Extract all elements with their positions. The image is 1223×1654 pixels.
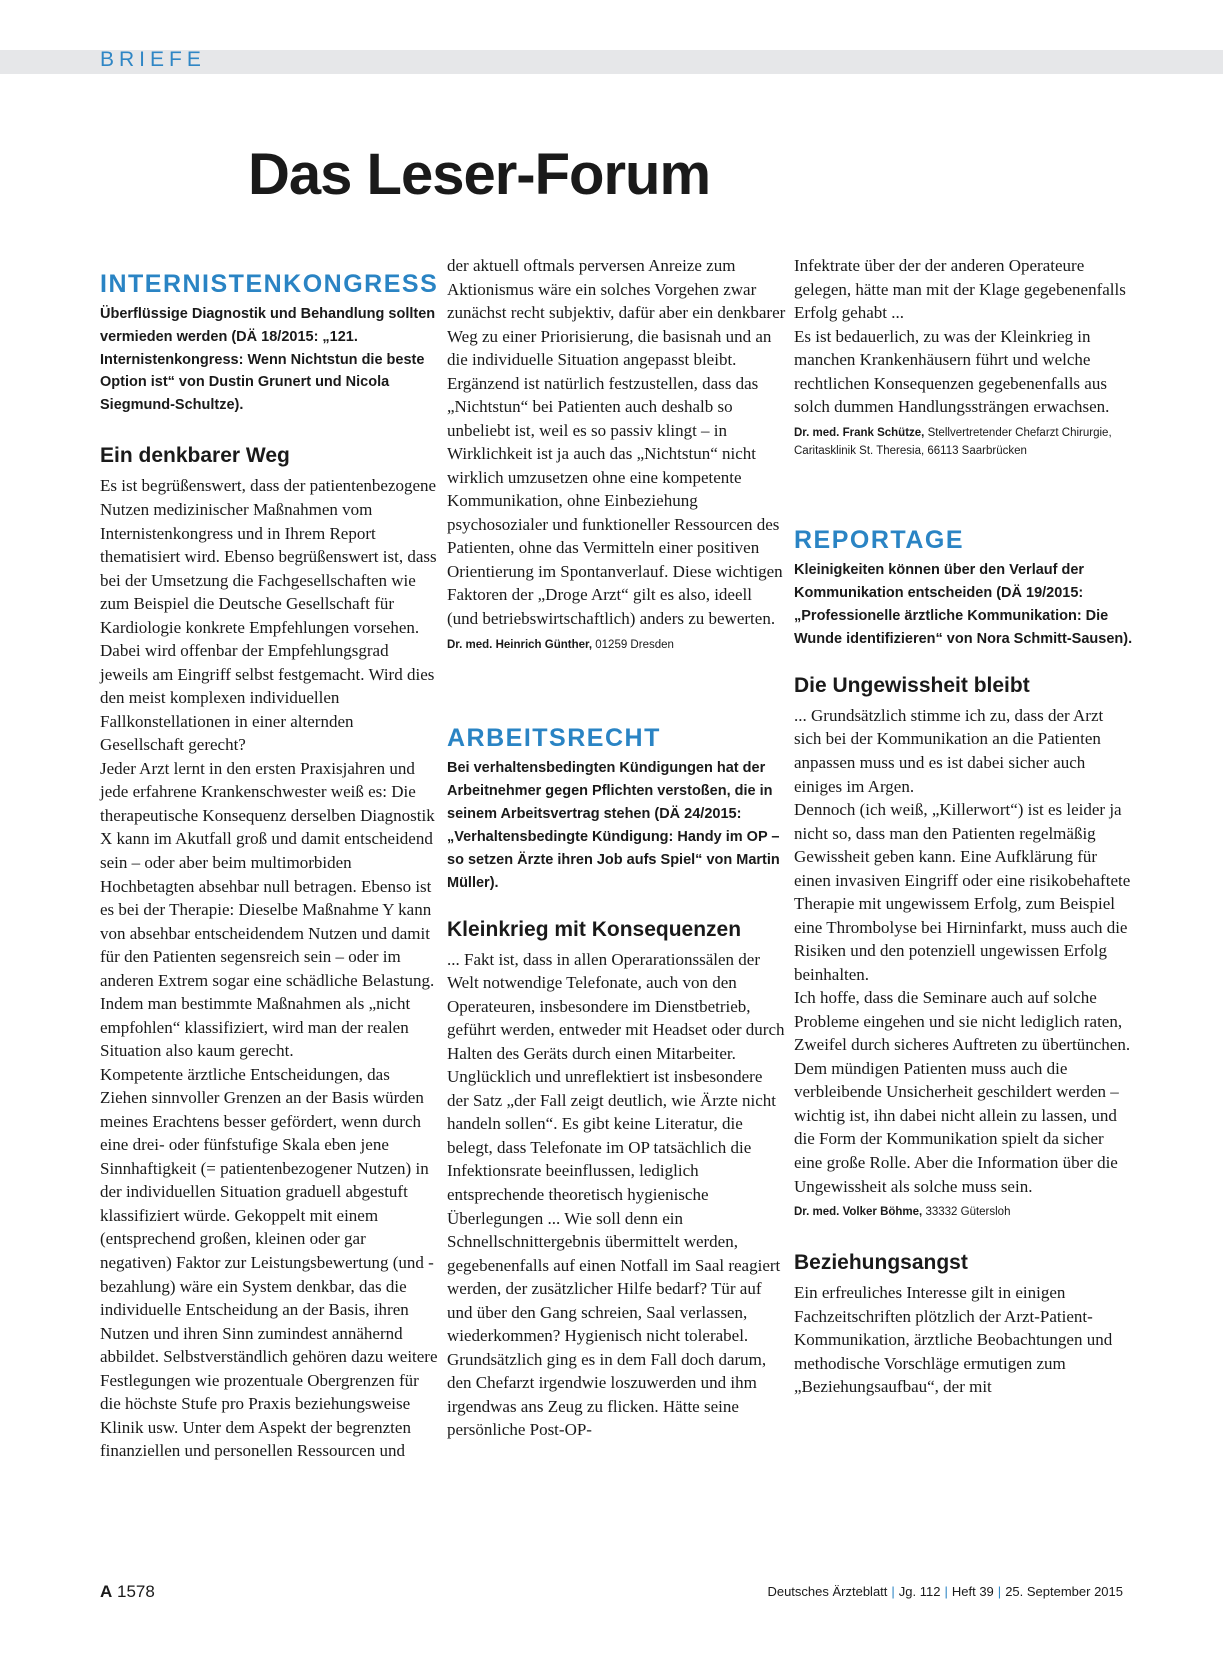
- letter-signature: [447, 637, 787, 655]
- letter-body: [100, 474, 440, 1462]
- letter-body: [447, 948, 787, 1442]
- page-prefix: A: [100, 1582, 113, 1601]
- publication-info: [767, 1584, 1123, 1599]
- letter-reference-lead: Bei verhaltensbedingten Kündigungen hat der Arbeitnehmer gegen Pflichten verstoßen, die in seinem Arbeitsvertrag stehen (DÄ 24/2015: „Verhaltensbedingte Kündigung: Handy im OP – so setzen Ärzte ihren Job aufs Spiel“ von Martin Müller).: [447, 760, 780, 891]
- body-paragraph: Jeder Arzt lernt in den ersten Praxisjahren und jede erfahrene Krankenschwester weiß es: Die therapeutische Konsequenz derselben Diagnostik X kann im Akutfall groß und damit entscheidend sein – oder aber beim multimorbiden Hochbetagten absehbar null betragen. Ebenso ist es bei der Therapie: Dieselbe Maßnahme Y kann von absehbar entscheidendem Nutzen und damit für den Patienten segensreich sein – oder im anderen Extrem sogar eine schädliche Belastung. Indem man bestimmte Maßnahmen als „nicht empfohlen“ klassifiziert, wird man der realen Situation also kaum gerecht.: [100, 758, 435, 1061]
- body-paragraph: Ergänzend ist natürlich festzustellen, dass das „Nichtstun“ bei Patienten auch deshalb so unbeliebt ist, weil es so passiv klingt – in Wirklichkeit ist ja auch das „Nichtstun“ nicht wirklich umzusetzen ohne eine kompetente Kommunikation, ohne Einbeziehung psychosozialer und funktioneller Ressourcen des Patienten, ohne das Vermitteln einer positiven Orientierung im Spontanverlauf. Diese wichtigen Faktoren der „Droge Arzt“ gilt es also, ideell (und betriebswirtschaftlich) anders zu bewerten.: [447, 373, 783, 628]
- letter-topic-kicker: INTERNISTENKONGRESS: [100, 270, 439, 298]
- author-location: 33332 Gütersloh: [922, 1206, 1011, 1219]
- letter-topic-kicker: REPORTAGE: [794, 526, 964, 555]
- body-paragraph: ... Grundsätzlich stimme ich zu, dass der Arzt sich bei der Kommunikation an die Patienten anpassen muss und es ist dabei sicher auch einiges im Argen.: [794, 705, 1104, 796]
- letter-signature: [794, 1204, 1134, 1222]
- publication-date: 25. September 2015: [1005, 1584, 1123, 1599]
- page-title: Das Leser-Forum: [248, 142, 711, 207]
- divider: |: [891, 1584, 895, 1599]
- author-location: 01259 Dresden: [592, 638, 674, 651]
- body-paragraph: Dennoch (ich weiß, „Killerwort“) ist es leider ja nicht so, dass man den Patienten regelmäßig Gewissheit geben kann. Eine Aufklärung für einen invasiven Eingriff oder eine risikobehaftete Therapie mit ungewissem Erfolg, zum Beispiel eine Thrombolyse bei Hirninfarkt, muss auch die Risiken und den potenziell ungewissen Erfolg beinhalten.: [794, 800, 1131, 984]
- letter-body: [447, 254, 787, 631]
- body-paragraph: ... Fakt ist, dass in allen Operarationssälen der Welt notwendige Telefonate, auch von den Operateuren, insbesondere im Dienstbetrieb, geführt werden, entweder mit Headset oder durch Halten des Geräts durch einen Mitarbeiter. Unglücklich und unreflektiert ist insbesondere der Satz „der Fall zeigt deutlich, wie Ärzte nicht handeln sollen“. Es gibt keine Literatur, die belegt, dass Telefonate im OP tatsächlich die Infektionsrate beeinflussen, lediglich entsprechende theoretisch hygienische Überlegungen ... Wie soll denn ein Schnellschnittergebnis übermittelt werden, gegebenenfalls auf einen Notfall im Saal reagiert werden, der zusätzlicher Hilfe bedarf? Tür auf und über den Gang schreien, Saal verlassen, wiederkommen? Hygienisch nicht tolerabel. Grundsätzlich ging es in dem Fall doch darum, den Chefarzt irgendwie loszuwerden und ihm irgendwas ans Zeug zu flicken. Hätte seine persönliche Post-OP-: [447, 949, 785, 1440]
- body-paragraph: Dem mündigen Patienten muss auch die verbleibende Unsicherheit geschildert werden – wichtig ist, ihn dabei nicht allein zu lassen, und die Form der Kommunikation spielt da sicher eine große Rolle. Aber die Information über die Ungewissheit als solche muss sein.: [794, 1058, 1119, 1196]
- letter-headline: Kleinkrieg mit Konsequenzen: [447, 917, 742, 941]
- divider: |: [944, 1584, 948, 1599]
- letter-reference-lead: Kleinigkeiten können über den Verlauf der Kommunikation entscheiden (DÄ 19/2015: „Professionelle ärztliche Kommunikation: Die Wunde identifizieren“ von Nora Schmitt-Sausen).: [794, 562, 1133, 647]
- body-paragraph: der aktuell oftmals perversen Anreize zum Aktionismus wäre ein solches Vorgehen zwar zunächst recht subjektiv, dafür aber ein denkbarer Weg zu einer Priorisierung, die basisnah und an die individuelle Situation angepasst bleibt.: [447, 256, 786, 370]
- journal-volume: Jg. 112: [898, 1584, 941, 1599]
- letter-topic-kicker: ARBEITSRECHT: [447, 724, 661, 753]
- letter-body: [794, 254, 1134, 419]
- journal-name: Deutsches Ärzteblatt: [767, 1584, 888, 1599]
- body-paragraph: Es ist bedauerlich, zu was der Kleinkrieg in manchen Krankenhäusern führt und welche rechtlichen Konsequenzen gegebenenfalls aus solch dummen Handlungssträngen erwachsen.: [794, 326, 1110, 417]
- letter-reference-lead: Überflüssige Diagnostik und Behandlung sollten vermieden werden (DÄ 18/2015: „121. Internistenkongress: Wenn Nichtstun die beste Option ist“ von Dustin Grunert und Nicola Siegmund-Schultze).: [100, 305, 436, 414]
- column-1: [100, 270, 440, 1463]
- column-3: [794, 256, 1134, 1399]
- letter-signature: [794, 425, 1134, 461]
- author-affiliation: Stellvertretender Chefarzt Chirurgie, Caritasklinik St. Theresia, 66113 Saarbrücken: [794, 426, 1112, 457]
- body-paragraph: Kompetente ärztliche Entscheidungen, das Ziehen sinnvoller Grenzen an der Basis würden meines Erachtens besser gefördert, wenn durch eine drei- oder fünfstufige Skala eben jene Sinnhaftigkeit (= patientenbezogener Nutzen) in der individuellen Situation graduell abgestuft klassifiziert würde. Gekoppelt mit einem (entsprechend großen, kleinen oder gar negativen) Faktor zur Leistungsbewertung (und -bezahlung) wäre ein System denkbar, das die individuelle Entscheidung an der Basis, ihren Nutzen und ihren Sinn zumindest annähernd abbildet. Selbstverständlich gehören dazu weitere Festlegungen wie prozentuale Obergrenzen für die höchste Stufe pro Praxis beziehungsweise Klinik usw. Unter dem Aspekt der begrenzten finanziellen und personellen Ressourcen und: [100, 1064, 438, 1461]
- author-name: Dr. med. Frank Schütze,: [794, 426, 925, 439]
- column-2: [447, 256, 787, 1442]
- section-label: BRIEFE: [100, 48, 206, 71]
- page-number: [100, 1582, 155, 1602]
- letter-body: [794, 704, 1134, 1198]
- letter-headline: Ein denkbarer Weg: [100, 444, 290, 468]
- author-name: Dr. med. Heinrich Günther,: [447, 638, 593, 651]
- page-number-value: 1578: [117, 1582, 155, 1601]
- journal-issue: Heft 39: [951, 1584, 994, 1599]
- body-paragraph: Es ist begrüßenswert, dass der patientenbezogene Nutzen medizinischer Maßnahmen vom Internistenkongress und in Ihrem Report thematisiert wird. Ebenso begrüßenswert ist, dass bei der Umsetzung die Fachgesellschaften wie zum Beispiel die Deutsche Gesellschaft für Kardiologie konkrete Empfehlungen vorsehen. Dabei wird offenbar der Empfehlungsgrad jeweils am Eingriff selbst festgemacht. Wird dies den meist komplexen individuellen Fallkonstellationen in einer alternden Gesellschaft gerecht?: [100, 476, 437, 755]
- letter-headline: Beziehungsangst: [794, 1250, 968, 1274]
- body-paragraph: Ein erfreuliches Interesse gilt in einigen Fachzeitschriften plötzlich der Arzt-Patient-Kommunikation, ärztliche Beobachtungen und methodische Vorschläge ermutigen zum „Beziehungsaufbau“, der mit: [794, 1283, 1113, 1397]
- letter-body: [794, 1281, 1134, 1399]
- body-paragraph: Ich hoffe, dass die Seminare auch auf solche Probleme eingehen und sie nicht lediglich raten, Zweifel durch sicheres Auftreten zu übertünchen.: [794, 988, 1131, 1055]
- letter-headline: Die Ungewissheit bleibt: [794, 673, 1030, 697]
- author-name: Dr. med. Volker Böhme,: [794, 1206, 923, 1219]
- divider: |: [997, 1584, 1002, 1599]
- body-paragraph: Infektrate über der der anderen Operateure gelegen, hätte man mit der Klage gegebenenfalls Erfolg gehabt ...: [794, 256, 1126, 323]
